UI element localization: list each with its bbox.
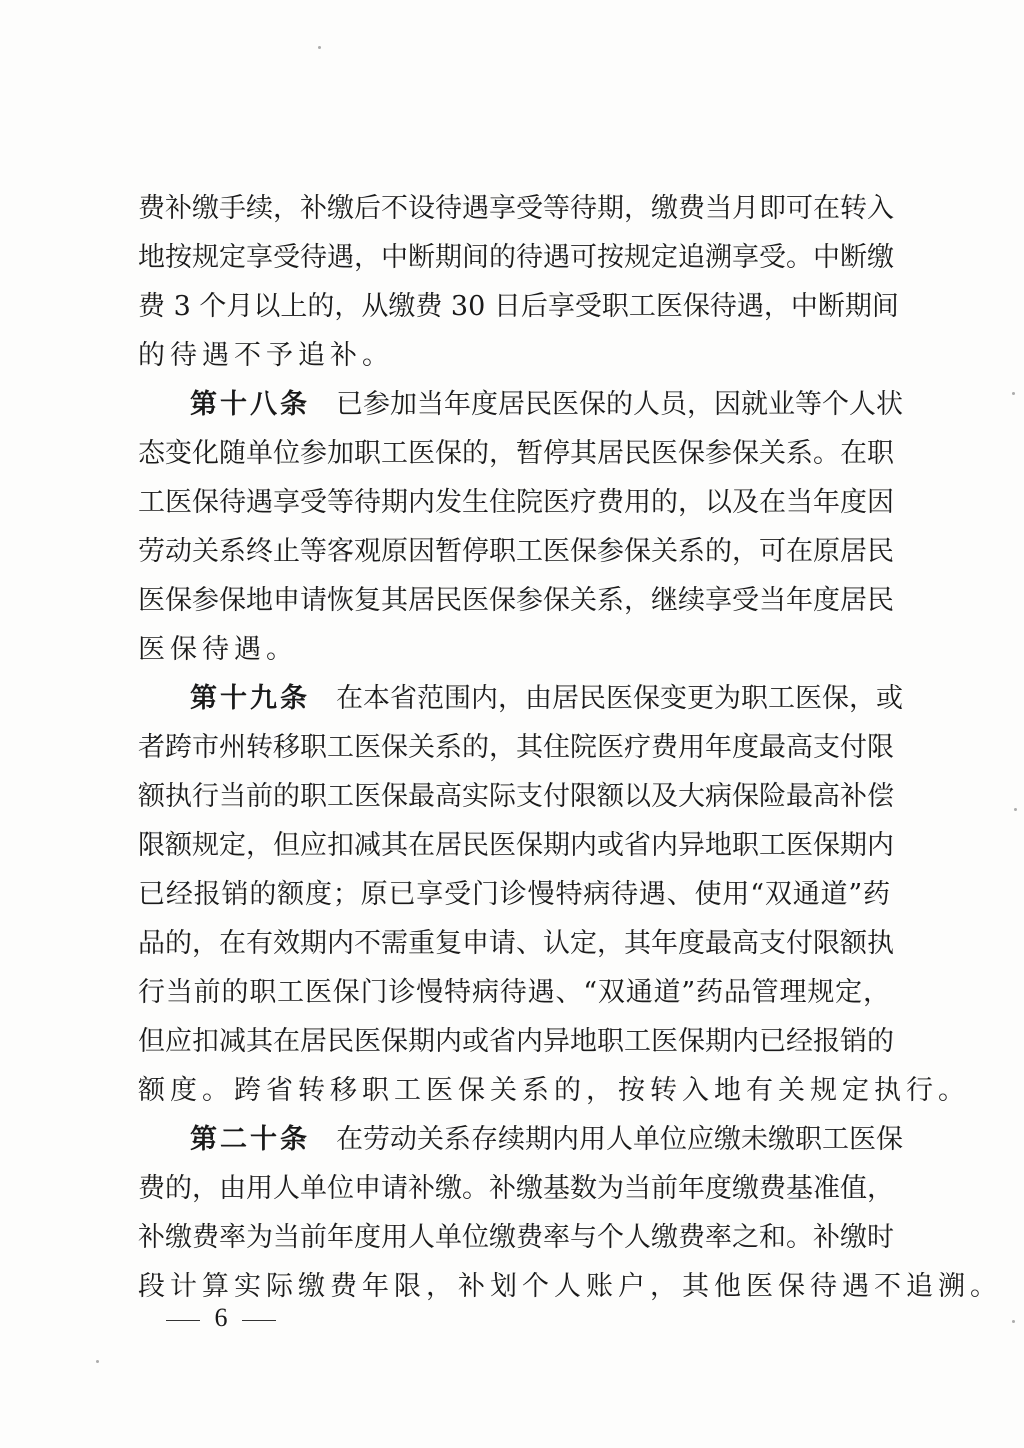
article-18-heading: 第十八条 [190, 389, 310, 420]
page-number: 6 [214, 1303, 228, 1332]
body-line: 费补缴手续，补缴后不设待遇享受等待期，缴费当月即可在转入 [138, 193, 894, 224]
body-line: 者跨市州转移职工医保关系的，其住院医疗费用年度最高支付限 [138, 732, 894, 763]
body-line: 但应扣减其在居民医保期内或省内异地职工医保期内已经报销的 [138, 1026, 894, 1057]
article-18-first-line [190, 382, 903, 428]
body-line: 费 3 个月以上的，从缴费 30 日后享受职工医保待遇，中断期间 [138, 291, 899, 322]
body-line: 额执行当前的职工医保最高实际支付限额以及大病保险最高补偿 [138, 781, 894, 812]
body-line: 的待遇不予追补。 [138, 340, 394, 371]
body-line: 劳动关系终止等客观原因暂停职工医保参保关系的，可在原居民 [138, 536, 894, 567]
article-20-heading: 第二十条 [190, 1124, 310, 1155]
body-line: 限额规定，但应扣减其在居民医保期内或省内异地职工医保期内 [138, 830, 894, 861]
body-line: 已经报销的额度；原已享受门诊慢特病待遇、使用“双通道”药 [138, 879, 890, 910]
body-text: 在劳动关系存续期内用人单位应缴未缴职工医保 [336, 1124, 903, 1155]
body-line: 地按规定享受待遇，中断期间的待遇可按规定追溯享受。中断缴 [138, 242, 894, 273]
body-line: 态变化随单位参加职工医保的，暂停其居民医保参保关系。在职 [138, 438, 894, 469]
body-line: 医保参保地申请恢复其居民医保参保关系，继续享受当年度居民 [138, 585, 894, 616]
scan-speck [1012, 1320, 1015, 1323]
page-footer [158, 1298, 284, 1338]
scan-speck [1012, 392, 1015, 395]
body-line: 医保待遇。 [138, 634, 298, 665]
article-19-first-line [190, 676, 903, 722]
body-line: 费的，由用人单位申请补缴。补缴基数为当前年度缴费基准值， [138, 1173, 894, 1204]
article-19-heading: 第十九条 [190, 683, 310, 714]
footer-dash-left [166, 1320, 200, 1321]
body-line: 品的，在有效期内不需重复申请、认定，其年度最高支付限额执 [138, 928, 894, 959]
body-line: 段计算实际缴费年限，补划个人账户，其他医保待遇不追溯。 [138, 1271, 1002, 1302]
scan-speck [318, 46, 321, 49]
body-text: 已参加当年度居民医保的人员，因就业等个人状 [336, 389, 903, 420]
body-text: 在本省范围内，由居民医保变更为职工医保，或 [336, 683, 903, 714]
scan-speck [96, 1360, 99, 1363]
body-line: 工医保待遇享受等待期内发生住院医疗费用的，以及在当年度因 [138, 487, 894, 518]
body-line: 补缴费率为当前年度用人单位缴费率与个人缴费率之和。补缴时 [138, 1222, 894, 1253]
body-line: 额度。跨省转移职工医保关系的，按转入地有关规定执行。 [138, 1075, 970, 1106]
footer-dash-right [242, 1320, 276, 1321]
article-20-first-line [190, 1117, 903, 1163]
body-line: 行当前的职工医保门诊慢特病待遇、“双通道”药品管理规定， [138, 977, 890, 1008]
scan-speck [1014, 808, 1017, 811]
